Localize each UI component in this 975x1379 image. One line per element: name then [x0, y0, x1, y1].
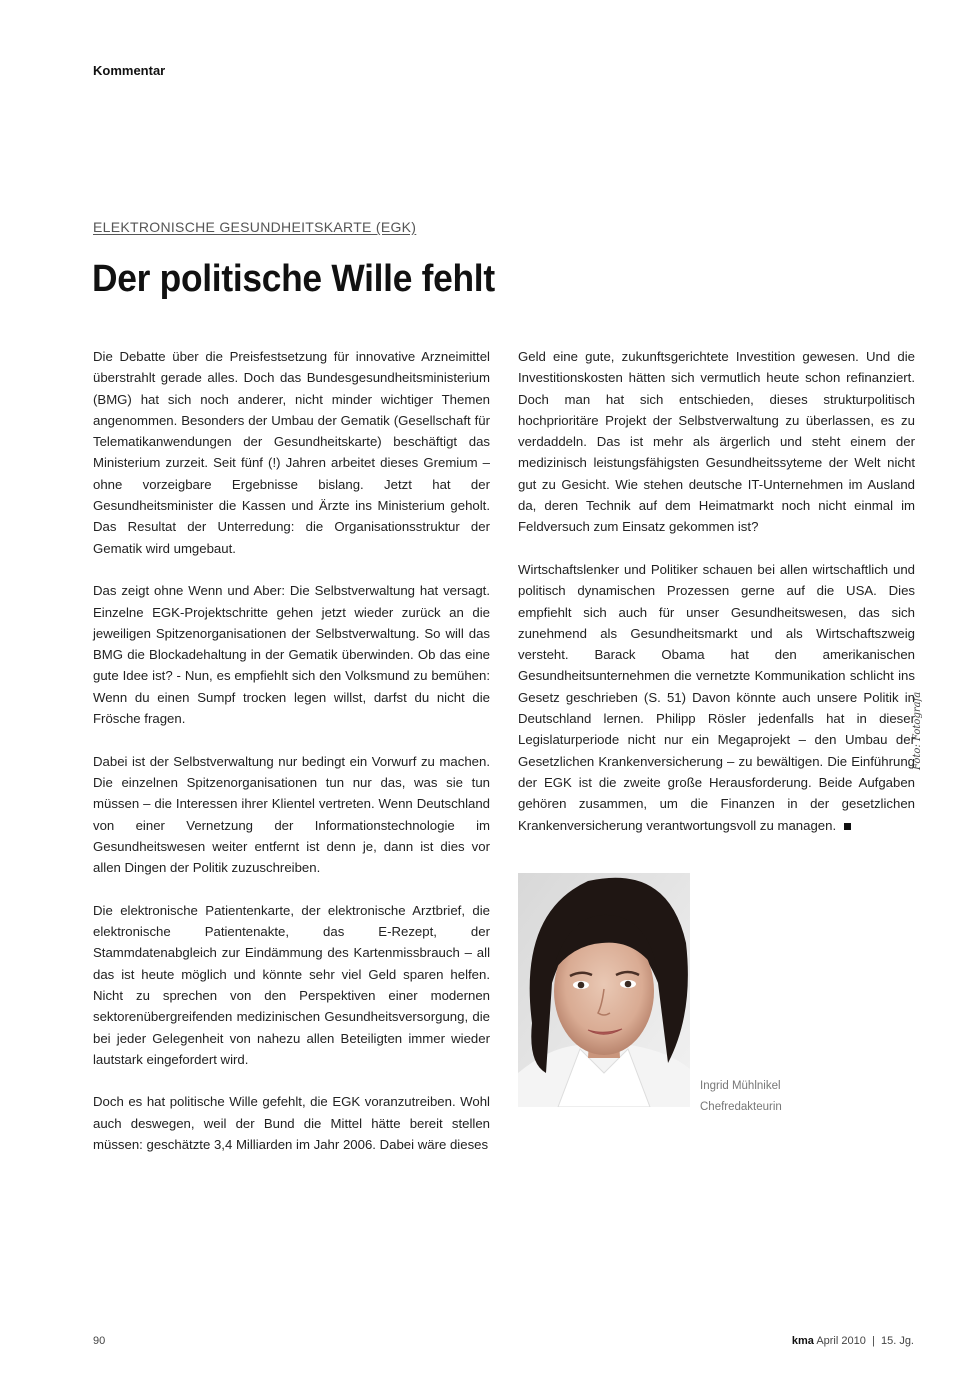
- magazine-brand: kma: [791, 1335, 814, 1347]
- author-name: Ingrid Mühlnikel: [700, 1080, 781, 1092]
- paragraph-text: Wirtschaftslenker und Politiker schauen bei allen wirtschaftlich und politisch dynamischen Prozessen gerne auf die USA. Dies empfiehlt sich auch für unser Gesundheitswesen, das sich zunehmend als Gesundheitsmarkt und als Wirtschaftszweig versteht. Barack Obama hat den amerikanischen Gesundheitsunternehmen die vernetzte Kommunikation schlicht ins Gesetz geschrieben (S. 51) Davon könnte auch unsere Politik in Deutschland lernen. Philipp Rösler jedenfalls hat in dieser Legislaturperiode nicht nur ein Megaprojekt – den Umbau der Gesetzlichen Krankenversicherung – zu bewältigen. Die Einführung der EGK ist die zweite große Herausforderung. Beide Aufgaben gehören zusammen, um die Finanzen in der gesetzlichen Krankenversicherung verantwortungsvoll zu managen.: [518, 561, 915, 833]
- paragraph: Das zeigt ohne Wenn und Aber: Die Selbstverwaltung hat versagt. Einzelne EGK-Projektschritte gehen jetzt wieder zurück an die jeweiligen Spitzenorganisationen der Selbstverwaltung. So will das BMG die Blockadehaltung in der Gematik überwinden. Ob das eine gute Idee ist? - Nun, es empfiehlt sich den Volksmund zu bemühen: Wenn du einen Sumpf trocken legen willst, darfst du nicht die Frösche fragen.: [93, 583, 490, 727]
- footer-issue-info: [792, 1335, 914, 1347]
- author-caption: [700, 1076, 782, 1118]
- paragraph: Die elektronische Patientenkarte, der elektronische Arztbrief, die elektronische Patientenakte, das E-Rezept, der Stammdatenabgleich zur Eindämmung des Kartenmissbrauch – all das ist heute möglich und könnte sehr viel Geld sparen helfen. Nicht zu sprechen von den Perspektiven einer modernen sektorenübergreifenden medizinischen Gesundheitsversorgung, die bei jeder Gelegenheit von nahezu allen Beteiligten immer wieder lautstark eingefordert wird.: [93, 902, 490, 1067]
- paragraph-final: [518, 559, 915, 836]
- section-label: Kommentar: [93, 63, 166, 78]
- end-of-article-mark: [844, 823, 851, 830]
- article-column-left: [93, 346, 490, 1177]
- article-kicker: ELEKTRONISCHE GESUNDHEITSKARTE (EGK): [93, 219, 417, 235]
- paragraph: Geld eine gute, zukunftsgerichtete Investition gewesen. Und die Investitionskosten hätten sich vermutlich heute schon refinanziert. Doch man hat sich entschieden, dieses strukturpolitisch hochprioritäre Projekt der Selbstverwaltung zu überlassen, es zu verdaddeln. Das ist mehr als ärgerlich und steht einem der medizinisch leistungsfähigsten Gesundheitssyteme der Welt nicht gut zu Gesicht. Wie stehen deutsche IT-Unternehmen im Ausland da, deren Technik auf dem Heimatmarkt noch nicht einmal im Feldversuch zum Einsatz gekommen ist?: [518, 349, 915, 535]
- page-number: 90: [93, 1335, 106, 1347]
- author-portrait: [518, 873, 690, 1107]
- paragraph: Doch es hat politische Wille gefehlt, die EGK voranzutreiben. Wohl auch deswegen, weil der Bund die Mittel hätte bereit stellen müssen: geschätzte 3,4 Milliarden im Jahr 2006. Dabei wäre dieses: [93, 1094, 490, 1152]
- volume: 15. Jg.: [880, 1335, 914, 1347]
- photo-credit: Foto: Fotografa: [912, 691, 923, 770]
- issue-date: April 2010: [816, 1335, 866, 1347]
- article-headline: Der politische Wille fehlt: [92, 258, 495, 300]
- paragraph: Die Debatte über die Preisfestsetzung für innovative Arzneimittel überstrahlt gerade alles. Doch das Bundesgesundheitsministerium (BMG) hat sich noch anderer, nicht minder wichtiger Themen angenommen. Besonders der Umbau der Gematik (Gesellschaft für Telematikanwendungen der Gesundheitskarte) beschäftigt das Ministerium zurzeit. Seit fünf (!) Jahren arbeitet dieses Gremium – ohne vorzeigbare Ergebnisse bislang. Jetzt hat der Gesundheitsminister die Kassen und Ärzte ins Ministerium geholt. Das Resultat der Unterredung: die Organisationsstruktur der Gematik wird umgebaut.: [93, 349, 490, 556]
- article-column-right: [518, 346, 915, 857]
- paragraph: Dabei ist der Selbstverwaltung nur bedingt ein Vorwurf zu machen. Die einzelnen Spitzenorganisationen tun nur das, was sie tun müssen – die Interessen ihrer Klientel vertreten. Wenn Deutschland von einer Vernetzung der Informationstechnologie im Gesundheitswesen weiter entfernt ist denn je, dann ist dies vor allen Dingen der Politik zuzuschreiben.: [93, 753, 490, 876]
- footer-separator: |: [871, 1335, 875, 1347]
- author-role: Chefredakteurin: [700, 1101, 782, 1113]
